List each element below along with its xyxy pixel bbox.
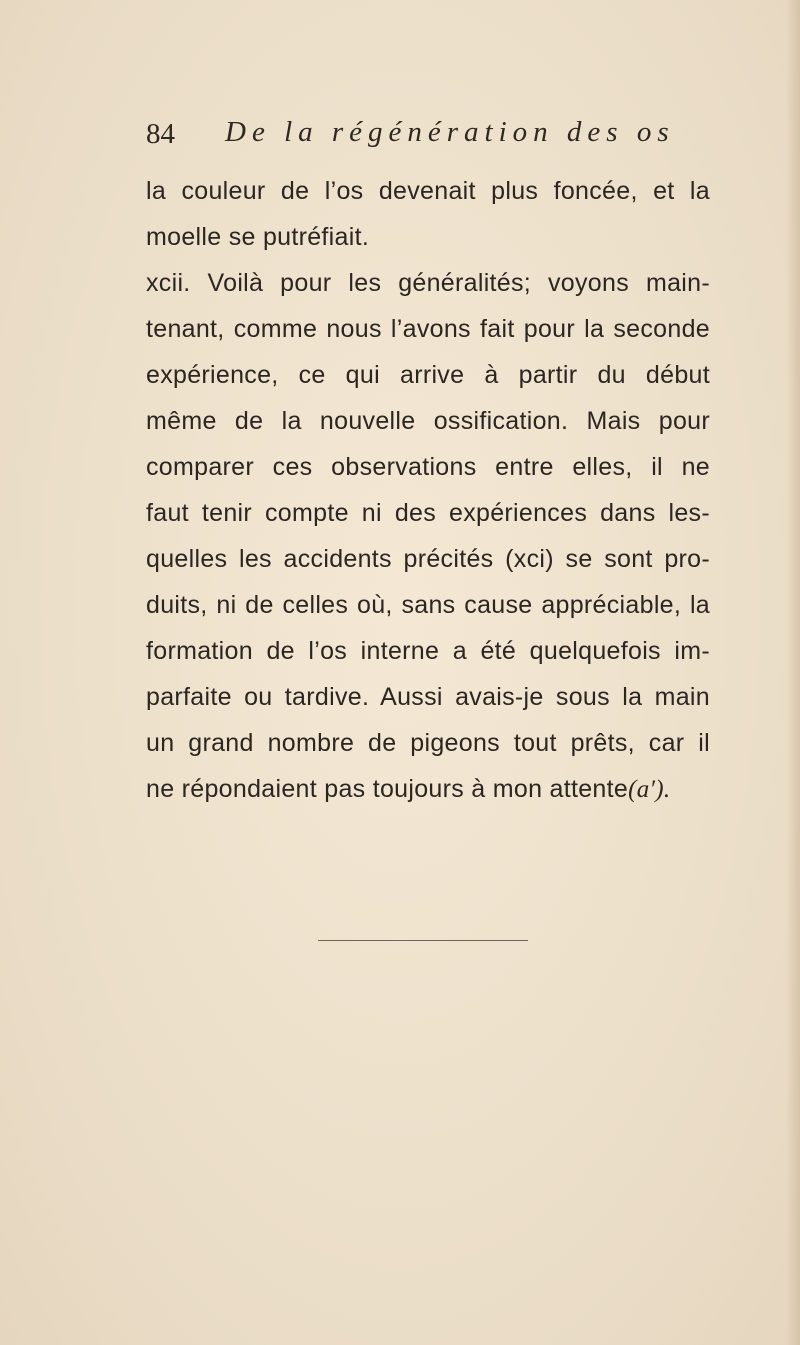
text-line: tenant, comme nous l’avons fait pour la seconde xyxy=(146,315,710,343)
text-line: la couleur de l’os devenait plus foncée, et la xyxy=(146,177,710,205)
page-edge-shadow xyxy=(786,0,800,1345)
text-line-last xyxy=(146,766,710,812)
footnote-reference: (a′). xyxy=(628,776,671,803)
text-line: duits, ni de celles où, sans cause appréciable, la xyxy=(146,591,710,619)
text-line-content: ne répondaient pas toujours à mon attente xyxy=(146,775,629,803)
text-line: formation de l’os interne a été quelquefois im- xyxy=(146,637,710,665)
text-line: moelle se putréfiait. xyxy=(146,223,370,251)
text-line: expérience, ce qui arrive à partir du début xyxy=(146,361,710,389)
running-head xyxy=(146,116,675,156)
text-line: même de la nouvelle ossification. Mais pour xyxy=(146,407,710,435)
text-line: un grand nombre de pigeons tout prêts, car il xyxy=(146,729,710,757)
text-line: quelles les accidents précités (xci) se sont pro- xyxy=(146,545,710,573)
text-line: faut tenir compte ni des expériences dans les- xyxy=(146,499,710,527)
page-number: 84 xyxy=(146,118,175,150)
text-line: comparer ces observations entre elles, il ne xyxy=(146,453,710,481)
body-text xyxy=(146,168,710,812)
paragraph-start-line: xcii. Voilà pour les généralités; voyons main- xyxy=(146,269,710,297)
section-divider-rule xyxy=(318,940,528,941)
text-line: parfaite ou tardive. Aussi avais-je sous la main xyxy=(146,683,710,711)
running-title: De la régénération des os xyxy=(225,116,675,148)
